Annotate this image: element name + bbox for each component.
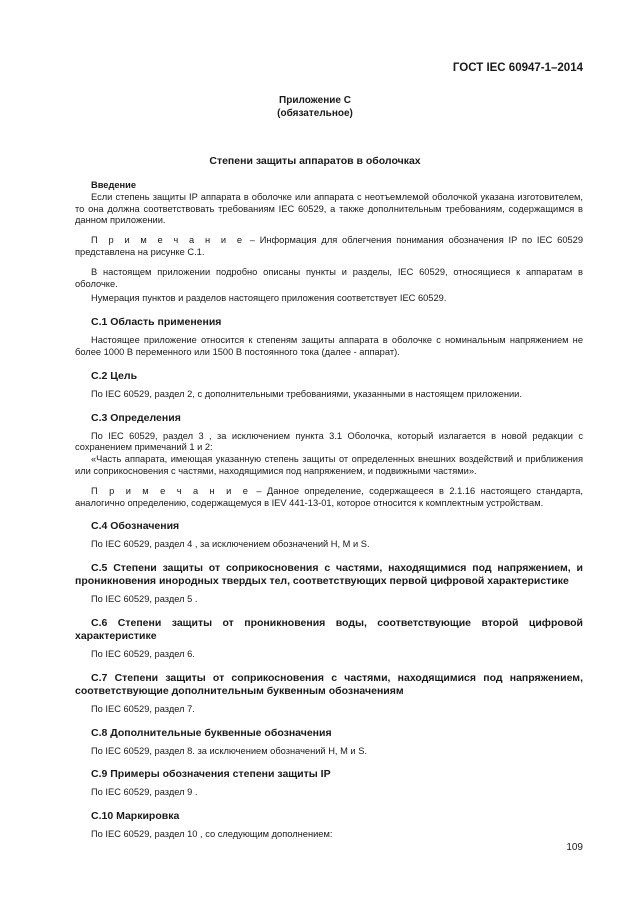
section-c4-text: По IEC 60529, раздел 4 , за исключением обозначений H, M и S. bbox=[91, 539, 370, 550]
annex-title: Приложение С bbox=[279, 95, 351, 106]
section-c2-text: По IEC 60529, раздел 2, с дополнительными требованиями, указанными в настоящем приложении. bbox=[91, 388, 522, 399]
section-c8-heading: С.8 Дополнительные буквенные обозначения bbox=[91, 726, 332, 739]
intro-heading: Введение bbox=[91, 180, 137, 190]
note-text: – Данное определение, содержащееся в 2.1.16 настоящего стандарта, аналогично определению, содержащемуся в IEV 441-13-01, которое относится к комплектным устройствам. bbox=[75, 485, 583, 508]
section-c3-note bbox=[75, 486, 583, 510]
section-c3-text-2: «Часть аппарата, имеющая указанную степень защиты от определенных внешних воздействий и приближения или соприкосновения с частями, находящимися под напряжением, и подвижными частями». bbox=[75, 454, 583, 476]
section-c9-text: По IEC 60529, раздел 9 . bbox=[91, 787, 198, 798]
section-c3-text-1: По IEC 60529, раздел 3 , за исключением пункта 3.1 Оболочка, который излагается в новой редакции с сохранением примечаний 1 и 2: bbox=[75, 430, 583, 453]
section-c3-heading: С.3 Определения bbox=[91, 411, 181, 424]
section-c5-heading: С.5 Степени защиты от соприкосновения с частями, находящимися под напряжением, и проникновения инородных твердых тел, соответствующих первой цифровой характеристике bbox=[75, 562, 583, 588]
section-c1-heading: С.1 Область применения bbox=[91, 316, 222, 329]
note-text: – Информация для облегчения понимания обозначения IP по IEC 60529 представлена на рисунке С.1. bbox=[75, 235, 584, 257]
section-c7-heading: С.7 Степени защиты от соприкосновения с частями, находящимися под напряжением, соответствующие дополнительным буквенным обозначениям bbox=[75, 671, 583, 697]
note-label: П р и м е ч а н и е bbox=[91, 485, 251, 496]
section-c6-text: По IEC 60529, раздел 6. bbox=[91, 648, 195, 659]
annex-status: (обязательное) bbox=[277, 108, 353, 119]
section-c7-text: По IEC 60529, раздел 7. bbox=[91, 703, 195, 714]
document-body bbox=[75, 180, 583, 841]
intro-paragraph-3: Нумерация пунктов и разделов настоящего приложения соответствует IEC 60529. bbox=[91, 293, 447, 304]
annex-main-title: Степени защиты аппаратов в оболочках bbox=[209, 155, 421, 167]
section-c8-text: По IEC 60529, раздел 8. за исключением обозначений H, M и S. bbox=[91, 745, 367, 756]
section-c4-heading: С.4 Обозначения bbox=[91, 520, 180, 533]
section-c9-heading: С.9 Примеры обозначения степени защиты IP bbox=[91, 768, 331, 781]
section-c10-text: По IEC 60529, раздел 10 , со следующим дополнением: bbox=[91, 829, 333, 840]
standard-designation: ГОСТ IEC 60947-1–2014 bbox=[452, 62, 583, 74]
section-c1-text: Настоящее приложение относится к степеням защиты аппарата в оболочке с номинальным напряжением не более 1000 В переменного или 1500 В постоянного тока (далее - аппарат). bbox=[75, 335, 583, 357]
section-c6-heading: С.6 Степени защиты от проникновения воды, соответствующие второй цифровой характеристике bbox=[75, 616, 583, 642]
section-c2-heading: С.2 Цель bbox=[91, 369, 138, 382]
intro-paragraph-2: В настоящем приложении подробно описаны пункты и разделы, IEC 60529, относящиеся к аппаратам в оболочке. bbox=[75, 266, 583, 289]
note-label: П р и м е ч а н и е bbox=[91, 235, 246, 246]
page-number: 109 bbox=[566, 842, 583, 853]
intro-note bbox=[75, 235, 583, 259]
section-c5-text: По IEC 60529, раздел 5 . bbox=[91, 594, 198, 605]
section-c10-heading: С.10 Маркировка bbox=[91, 810, 180, 823]
intro-paragraph-1: Если степень защиты IP аппарата в оболочке или аппарата с неотъемлемой оболочкой указана изготовителем, то она должна соответствовать требованиям IEC 60529, а также дополнительным требованиям, содержащимся в данном приложении. bbox=[75, 191, 583, 226]
annex-heading bbox=[0, 94, 630, 120]
